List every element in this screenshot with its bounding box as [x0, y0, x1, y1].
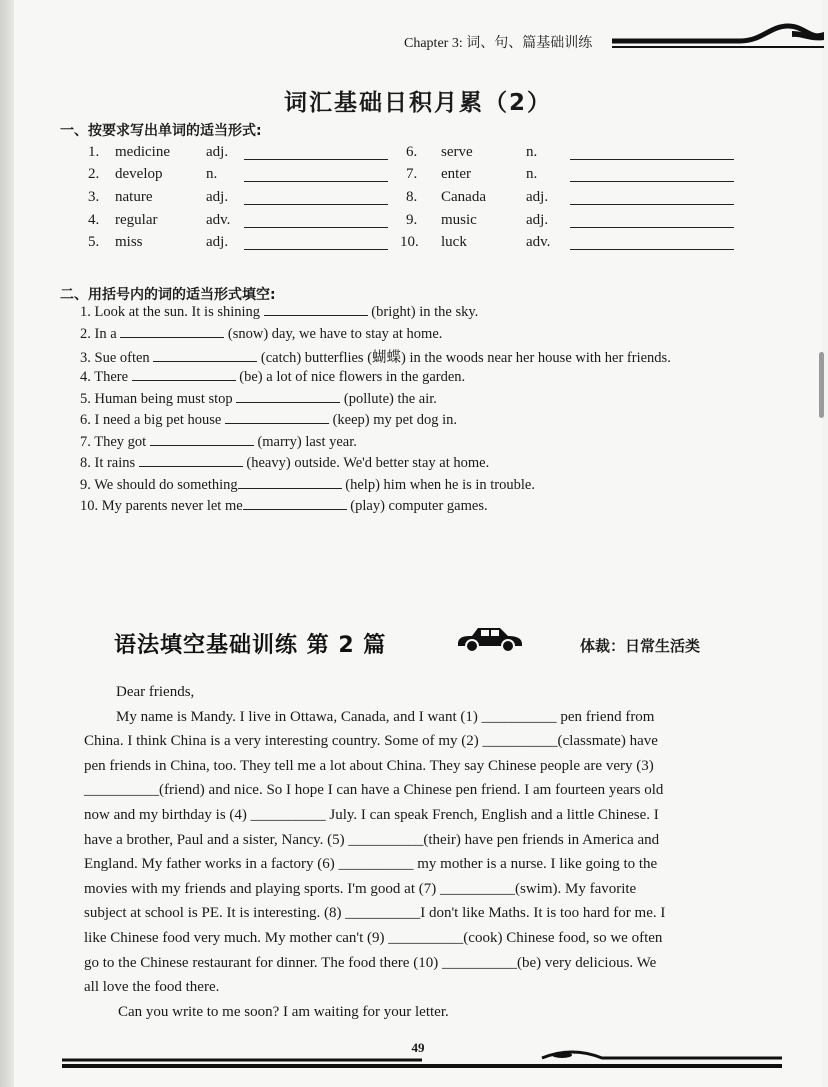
answer-blank[interactable] — [225, 411, 329, 424]
list-item: 8. It rains (heavy) outside. We'd better stay at home. — [80, 455, 490, 471]
car-icon — [454, 624, 524, 654]
list-item — [14, 189, 822, 209]
item-word: luck — [441, 234, 467, 250]
list-item: 9. We should do something (help) him when he is in trouble. — [80, 477, 535, 493]
item-number: 5. — [88, 234, 100, 250]
passage-line: England. My father works in a factory (6) __________ my mother is a nurse. I like going to the — [84, 856, 658, 873]
answer-blank[interactable] — [139, 454, 243, 467]
list-item: 1. Look at the sun. It is shining (bright) in the sky. — [80, 304, 479, 320]
answer-blank[interactable] — [238, 476, 342, 489]
item-number: 3. — [88, 189, 100, 205]
list-item — [14, 234, 822, 254]
list-item: 6. I need a big pet house (keep) my pet dog in. — [80, 412, 458, 428]
item-word: music — [441, 212, 477, 228]
item-word: Canada — [441, 189, 486, 205]
item-pos: n. — [526, 144, 538, 160]
section2-heading: 二、用括号内的词的适当形式填空: — [60, 287, 276, 303]
list-item — [14, 212, 822, 232]
list-item — [14, 144, 822, 164]
book-spine-shadow — [0, 0, 14, 1087]
item-pos: n. — [206, 166, 218, 182]
item-pos: adv. — [206, 212, 231, 228]
answer-blank[interactable] — [120, 325, 224, 338]
item-pos: adj. — [526, 189, 549, 205]
item-word: serve — [441, 144, 473, 160]
passage-line: now and my birthday is (4) __________ July. I can speak French, English and a little Chinese. I — [84, 806, 659, 823]
passage-line: My name is Mandy. I live in Ottawa, Canada, and I want (1) __________ pen friend from — [116, 708, 655, 725]
letter-passage — [84, 680, 750, 1024]
section3-title: 语法填空基础训练 第 2 篇 — [114, 633, 387, 658]
list-item: 5. Human being must stop (pollute) the air. — [80, 391, 437, 407]
item-word: enter — [441, 166, 471, 182]
answer-blank[interactable] — [243, 497, 347, 510]
passage-line: pen friends in China, too. They tell me a lot about China. They say Chinese people are very (3) — [84, 757, 654, 774]
answer-blank[interactable] — [570, 212, 734, 228]
passage-line: go to the Chinese restaurant for dinner. The food there (10) __________(be) very delicious. We — [84, 954, 657, 971]
answer-blank[interactable] — [570, 189, 734, 205]
section1-heading: 一、按要求写出单词的适当形式: — [60, 123, 262, 139]
list-item: 3. Sue often (catch) butterflies (蝴蝶) in the woods near her house with her friends. — [80, 350, 671, 366]
item-number: 1. — [88, 144, 100, 160]
page-title: 词汇基础日积月累（2） — [283, 90, 552, 116]
item-pos: adj. — [206, 144, 229, 160]
answer-blank[interactable] — [570, 234, 734, 250]
answer-blank[interactable] — [132, 368, 236, 381]
answer-blank[interactable] — [570, 144, 734, 160]
item-number: 4. — [88, 212, 100, 228]
footer-decoration-icon — [62, 1050, 782, 1072]
item-pos: adj. — [206, 234, 229, 250]
answer-blank[interactable] — [244, 189, 388, 205]
answer-blank[interactable] — [244, 234, 388, 250]
answer-blank[interactable] — [264, 303, 368, 316]
passage-line: have a brother, Paul and a sister, Nancy. (5) __________(their) have pen friends in America and — [84, 831, 660, 848]
item-word: nature — [115, 189, 153, 205]
letter-greeting: Dear friends, — [116, 684, 195, 700]
list-item — [14, 166, 822, 186]
list-item: 10. My parents never let me (play) computer games. — [80, 498, 488, 514]
answer-blank[interactable] — [153, 349, 257, 362]
passage-line: all love the food there. — [84, 979, 220, 996]
list-item: 7. They got (marry) last year. — [80, 434, 357, 450]
passage-line: subject at school is PE. It is interesting. (8) __________I don't like Maths. It is too hard for me. I — [84, 905, 666, 922]
item-number: 2. — [88, 166, 100, 182]
item-number: 8. — [406, 189, 418, 205]
workbook-page — [14, 0, 822, 1087]
letter-closing: Can you write to me soon? I am waiting for your letter. — [118, 1003, 449, 1020]
answer-blank[interactable] — [244, 144, 388, 160]
item-word: regular — [115, 212, 158, 228]
item-pos: n. — [526, 166, 538, 182]
item-number: 7. — [406, 166, 418, 182]
answer-blank[interactable] — [244, 212, 388, 228]
list-item: 4. There (be) a lot of nice flowers in the garden. — [80, 369, 466, 385]
item-word: develop — [115, 166, 163, 182]
item-pos: adv. — [526, 234, 551, 250]
passage-line: __________(friend) and nice. So I hope I can have a Chinese pen friend. I am fourteen years old — [84, 782, 664, 799]
passage-line: movies with my friends and playing sports. I'm good at (7) __________(swim). My favorite — [84, 880, 637, 897]
list-item: 2. In a (snow) day, we have to stay at home. — [80, 326, 443, 342]
scrollbar[interactable] — [819, 352, 824, 418]
header-decoration-icon — [612, 22, 824, 52]
answer-blank[interactable] — [244, 166, 388, 182]
item-word: miss — [115, 234, 143, 250]
item-number: 9. — [406, 212, 418, 228]
answer-blank[interactable] — [150, 433, 254, 446]
item-pos: adj. — [206, 189, 229, 205]
page-number: 49 — [411, 1040, 425, 1055]
answer-blank[interactable] — [236, 390, 340, 403]
chapter-header: Chapter 3: 词、句、篇基础训练 — [404, 36, 593, 51]
passage-line: like Chinese food very much. My mother can't (9) __________(cook) Chinese food, so we often — [84, 929, 663, 946]
item-number: 10. — [400, 234, 419, 250]
genre-label: 体裁：日常生活类 — [580, 637, 701, 655]
item-number: 6. — [406, 144, 418, 160]
passage-line: China. I think China is a very interesting country. Some of my (2) __________(classmate) have — [84, 733, 658, 750]
item-word: medicine — [115, 144, 170, 160]
item-pos: adj. — [526, 212, 549, 228]
answer-blank[interactable] — [570, 166, 734, 182]
